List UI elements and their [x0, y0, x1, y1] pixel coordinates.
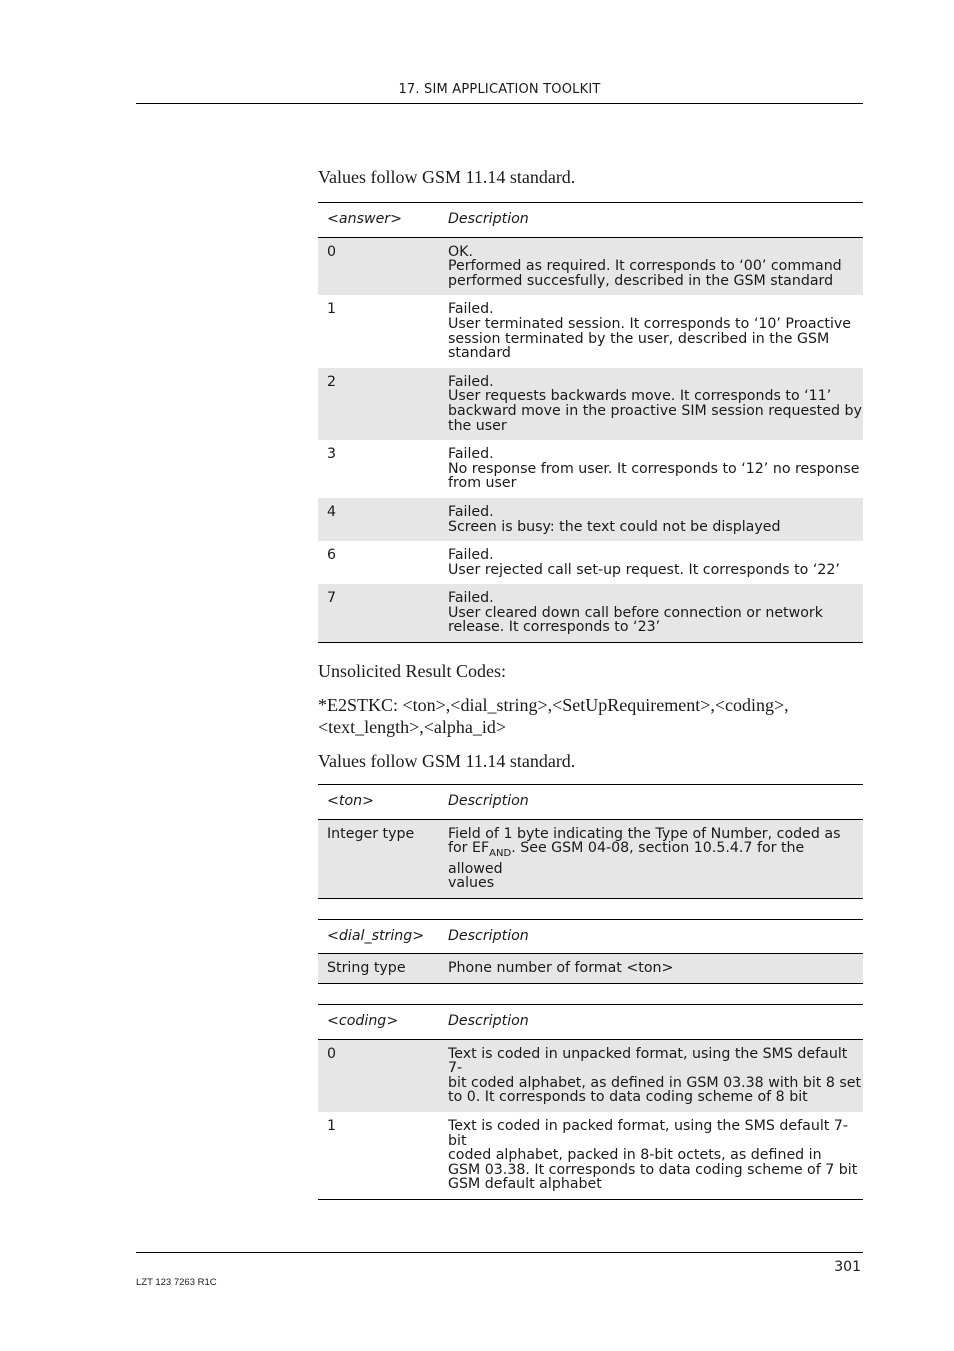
description-line: User rejected call set-up request. It corresponds to ‘22’: [448, 561, 840, 578]
description-line: OK.: [448, 243, 473, 260]
description-col-header: Description: [448, 1013, 529, 1030]
ton-col-header: <ton>: [327, 793, 375, 810]
description-line: Failed.: [448, 446, 494, 463]
description-line: [448, 841, 863, 876]
table-row: [318, 440, 863, 498]
values-note: Values follow GSM 11.14 standard.: [318, 751, 576, 772]
description-line: standard: [448, 345, 511, 362]
ef-prefix: for EF: [448, 840, 490, 857]
ton-description: [448, 819, 863, 898]
ef-subscript: AND: [489, 848, 512, 860]
description-line: Failed.: [448, 301, 494, 318]
description-line: backward move in the proactive SIM session requested by: [448, 402, 862, 419]
answer-value: 2: [327, 373, 337, 390]
answer-col-header: <answer>: [327, 211, 403, 227]
description-line: values: [448, 875, 495, 892]
description-line: GSM default alphabet: [448, 1176, 602, 1193]
description-line: User cleared down call before connection or network: [448, 604, 823, 621]
description-col-header: Description: [448, 927, 529, 944]
description-line: Screen is busy: the text could not be displayed: [448, 518, 781, 535]
description-line: Text is coded in unpacked format, using the SMS default 7-: [448, 1045, 848, 1077]
answer-table: [318, 202, 863, 643]
dial-string-value: String type: [327, 960, 406, 977]
description-line: release. It corresponds to ‘23’: [448, 619, 661, 636]
answer-value: 7: [327, 590, 337, 607]
dial-string-table: [318, 919, 863, 984]
answer-description: [448, 368, 863, 440]
table-row: [318, 1039, 863, 1112]
table-row: [318, 819, 863, 898]
description-line: User terminated session. It corresponds to ‘10’ Proactive: [448, 315, 852, 332]
answer-value: 3: [327, 446, 337, 463]
description-line: performed succesfully, described in the GSM standard: [448, 272, 834, 289]
ef-suffix: . See GSM 04-08, section 10.5.4.7 for the allowed: [448, 840, 805, 877]
document-id: LZT 123 7263 R1C: [136, 1277, 217, 1288]
description-line: Failed.: [448, 547, 494, 564]
coding-table: [318, 1004, 863, 1200]
description-line: Failed.: [448, 503, 494, 520]
ton-table-header: [318, 785, 863, 820]
description-line: GSM 03.38. It corresponds to data coding scheme of 7 bit: [448, 1161, 858, 1178]
coding-value: 1: [327, 1118, 337, 1135]
unsolicited-heading: Unsolicited Result Codes:: [318, 661, 506, 682]
description-line: session terminated by the user, described in the GSM: [448, 330, 830, 347]
answer-description: [448, 295, 863, 367]
table-row: [318, 368, 863, 440]
description-line: Performed as required. It corresponds to ‘00’ command: [448, 258, 842, 275]
answer-value: 1: [327, 301, 337, 318]
description-line: coded alphabet, packed in 8-bit octets, as defined in: [448, 1147, 822, 1164]
description-line: Failed.: [448, 373, 494, 390]
answer-description: [448, 541, 863, 584]
description-line: User requests backwards move. It corresponds to ‘11’: [448, 388, 832, 405]
coding-col-header: <coding>: [327, 1013, 399, 1030]
values-note: Values follow GSM 11.14 standard.: [318, 167, 576, 187]
description-line: No response from user. It corresponds to ‘12’ no response: [448, 460, 860, 477]
table-row: [318, 954, 863, 984]
dial-string-col-header: <dial_string>: [327, 927, 425, 944]
unsolicited-code-line-1: *E2STKC: <ton>,<dial_string>,<SetUpRequirement>,<coding>,: [318, 695, 789, 716]
dial-string-description: Phone number of format <ton>: [448, 960, 674, 977]
coding-description: [448, 1112, 863, 1199]
description-col-header: Description: [448, 793, 529, 810]
description-line: to 0. It corresponds to data coding scheme of 8 bit: [448, 1089, 808, 1106]
answer-table-header: [318, 203, 863, 238]
table-row: [318, 1112, 863, 1199]
description-line: Text is coded in packed format, using the SMS default 7-bit: [448, 1118, 848, 1149]
table-row: [318, 295, 863, 367]
description-col-header: Description: [448, 211, 529, 227]
description-line: from user: [448, 475, 517, 492]
table-row: [318, 498, 863, 541]
table-row: [318, 541, 863, 584]
answer-description: [448, 440, 863, 498]
page-number: 301: [834, 1259, 861, 1275]
ton-value: Integer type: [327, 825, 415, 842]
dial-string-table-header: [318, 919, 863, 954]
running-header: 17. SIM APPLICATION TOOLKIT: [398, 82, 601, 97]
ton-table: [318, 784, 863, 899]
coding-description: [448, 1039, 863, 1112]
footer-rule: [136, 1252, 863, 1253]
answer-description: [448, 498, 863, 541]
unsolicited-code-line-2: <text_length>,<alpha_id>: [318, 717, 507, 738]
header-rule: [136, 103, 863, 104]
table-row: [318, 584, 863, 642]
description-line: the user: [448, 417, 507, 434]
answer-value: 6: [327, 547, 337, 564]
description-line: bit coded alphabet, as defined in GSM 03.38 with bit 8 set: [448, 1074, 862, 1091]
description-line: Failed.: [448, 590, 494, 607]
answer-value: 0: [327, 243, 337, 260]
description-line: Field of 1 byte indicating the Type of Number, coded as: [448, 825, 841, 842]
answer-description: [448, 237, 863, 295]
table-row: [318, 237, 863, 295]
coding-table-header: [318, 1005, 863, 1040]
coding-value: 0: [327, 1045, 337, 1062]
answer-value: 4: [327, 503, 337, 520]
answer-description: [448, 584, 863, 642]
page-content: [318, 166, 863, 1200]
